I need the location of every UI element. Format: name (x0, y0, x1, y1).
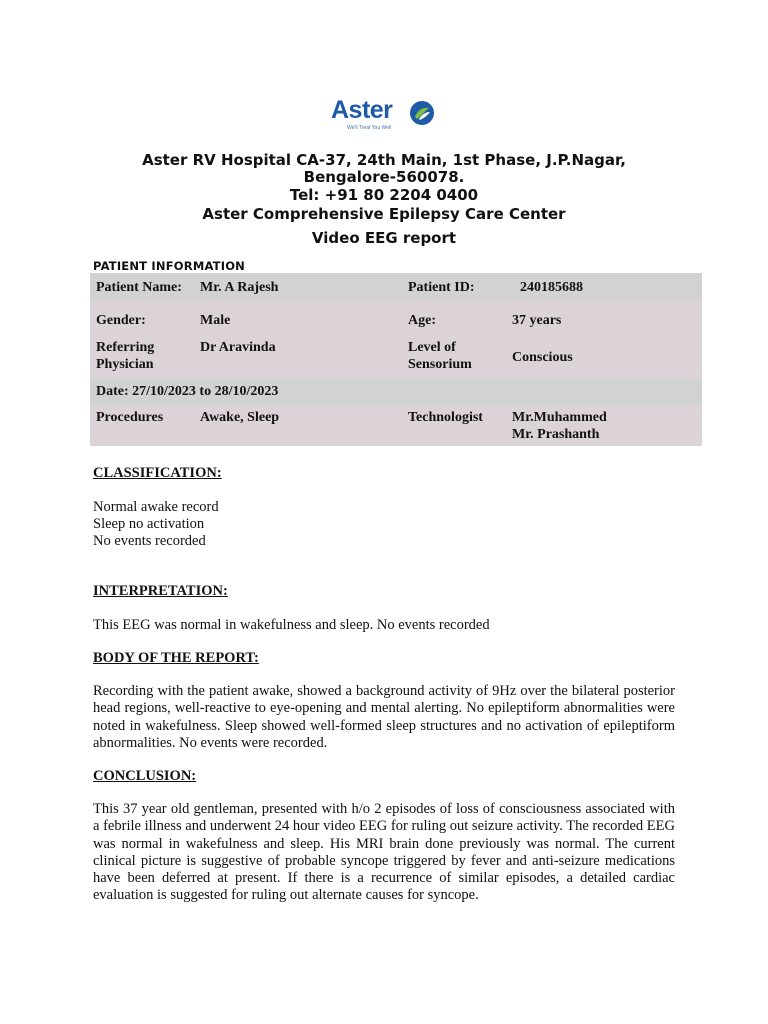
hospital-logo (331, 92, 437, 136)
logo-brand-text: Aster (331, 96, 393, 124)
classification-heading: CLASSIFICATION: (93, 465, 222, 481)
patient-id-value: 240185688 (506, 273, 702, 301)
hospital-address-line1: Aster RV Hospital CA-37, 24th Main, 1st Phase, J.P.Nagar, (142, 151, 626, 169)
patient-information-label: PATIENT INFORMATION (93, 259, 245, 273)
technologist-name-1: Mr.Muhammed (512, 410, 607, 425)
sensorium-value: Conscious (506, 336, 702, 378)
record-date: Date: 27/10/2023 to 28/10/2023 (90, 378, 402, 406)
table-row (90, 406, 702, 446)
gender-label: Gender: (90, 301, 194, 336)
table-row (90, 273, 702, 301)
patient-name-label: Patient Name: (90, 273, 194, 301)
sensorium-label-line2: Sensorium (408, 357, 472, 372)
table-row (90, 378, 702, 406)
sensorium-label (402, 336, 506, 378)
procedures-label: Procedures (90, 406, 194, 446)
hospital-address-line2: Bengalore-560078. (303, 168, 465, 186)
technologist-label: Technologist (402, 406, 506, 446)
hospital-telephone: Tel: +91 80 2204 0400 (289, 186, 479, 204)
age-label: Age: (402, 301, 506, 336)
referring-physician-label (90, 336, 194, 378)
body-heading: BODY OF THE REPORT: (93, 650, 259, 666)
conclusion-text: This 37 year old gentleman, presented with h/o 2 episodes of loss of consciousness associated with a febrile illness and underwent 24 hour video EEG for ruling out seizure activity. The recorded EEG was normal in wakefulness and sleep. His MRI brain done previously was normal. The current clinical picture is suggestive of probable syncope triggered by fever and anti-seizure medications have been deferred at present. If there is a recurrence of similar episodes, a detailed cardiac evaluation is suggested for ruling out alternate causes for syncope. (93, 801, 675, 904)
logo-tagline: We'll Treat You Well (347, 125, 392, 131)
interpretation-text: This EEG was normal in wakefulness and sleep. No events recorded (93, 617, 490, 633)
age-value: 37 years (506, 301, 702, 336)
interpretation-heading: INTERPRETATION: (93, 583, 228, 599)
table-row (90, 301, 702, 336)
sensorium-label-line1: Level of (408, 340, 456, 355)
referring-label-line1: Referring (96, 340, 155, 355)
table-row (90, 336, 702, 378)
technologist-value (506, 406, 702, 446)
aster-leaf-icon (409, 100, 435, 126)
patient-info-table (90, 273, 702, 446)
technologist-name-2: Mr. Prashanth (512, 427, 600, 442)
classification-line-1: Normal awake record (93, 499, 219, 515)
patient-id-label: Patient ID: (402, 273, 506, 301)
gender-value: Male (194, 301, 402, 336)
classification-line-3: No events recorded (93, 533, 206, 549)
report-title: Video EEG report (311, 229, 457, 247)
referring-physician-value: Dr Aravinda (194, 336, 402, 378)
conclusion-heading: CONCLUSION: (93, 768, 197, 784)
referring-label-line2: Physician (96, 357, 154, 372)
classification-line-2: Sleep no activation (93, 516, 205, 532)
patient-name-value: Mr. A Rajesh (194, 273, 402, 301)
care-center-name: Aster Comprehensive Epilepsy Care Center (202, 205, 566, 223)
procedures-value: Awake, Sleep (194, 406, 402, 446)
body-text: Recording with the patient awake, showed a background activity of 9Hz over the bilateral posterior head regions, well-reactive to eye-opening and mental alerting. No epileptiform abnormalities were noted in wakefulness. Sleep showed well-formed sleep structures and no activation of epileptiform abnormalities. No events were recorded. (93, 683, 675, 751)
